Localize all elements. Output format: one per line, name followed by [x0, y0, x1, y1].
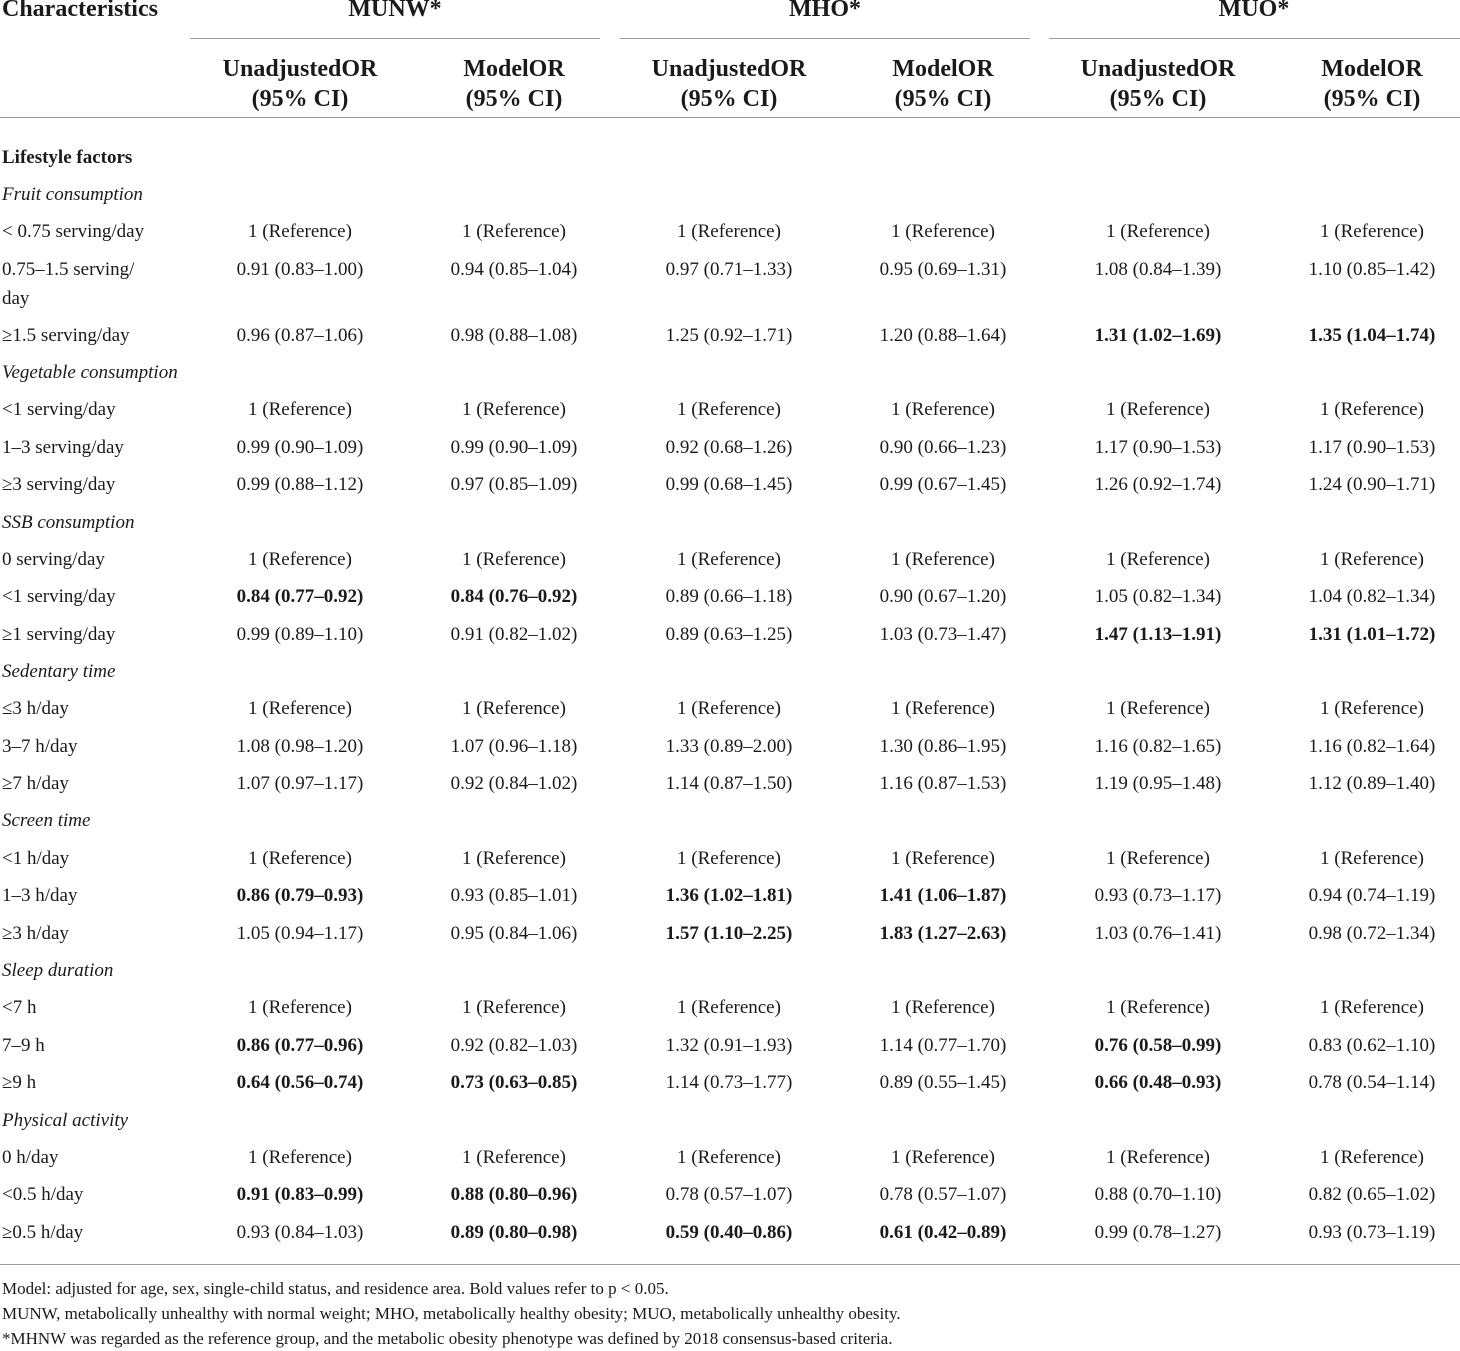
table-cell: 1.20 (0.88–1.64)	[879, 325, 1007, 346]
table-cell: 0.88 (0.80–0.96)	[450, 1184, 578, 1205]
table-cell: 1 (Reference)	[462, 848, 566, 869]
subcolumn-header-line1: UnadjustedOR	[222, 56, 378, 82]
footnote: *MHNW was regarded as the reference group, and the metabolic obesity phenotype was defined by 2018 consensus-based criteria.	[2, 1329, 893, 1348]
table-cell: 1 (Reference)	[677, 1147, 781, 1168]
table-cell: 1 (Reference)	[1106, 997, 1210, 1018]
row-label: Physical activity	[2, 1110, 129, 1131]
table-cell: 1.25 (0.92–1.71)	[665, 325, 793, 346]
table-cell: 1.19 (0.95–1.48)	[1094, 773, 1222, 794]
row-label: SSB consumption	[2, 512, 135, 533]
table-cell: 1.08 (0.84–1.39)	[1094, 259, 1222, 280]
table-cell: 1.03 (0.73–1.47)	[879, 624, 1007, 645]
table-cell: 1.10 (0.85–1.42)	[1308, 259, 1436, 280]
group-header-mho: MHO*	[789, 0, 861, 22]
table-cell: 1.14 (0.77–1.70)	[879, 1035, 1007, 1056]
table-cell: 1 (Reference)	[891, 1147, 995, 1168]
table-cell: 1.14 (0.73–1.77)	[665, 1072, 793, 1093]
table-cell: 1 (Reference)	[248, 997, 352, 1018]
table-cell: 1.31 (1.02–1.69)	[1094, 325, 1222, 346]
table-cell: 0.91 (0.83–0.99)	[236, 1184, 364, 1205]
table-cell: 0.90 (0.66–1.23)	[879, 437, 1007, 458]
row-label: <1 serving/day	[2, 586, 116, 607]
table-cell: 0.92 (0.68–1.26)	[665, 437, 793, 458]
row-label-continued: day	[2, 288, 30, 309]
table-cell: 0.99 (0.90–1.09)	[450, 437, 578, 458]
row-label: 0.75–1.5 serving/	[2, 259, 135, 280]
table-cell: 0.98 (0.88–1.08)	[450, 325, 578, 346]
subcolumn-header-line1: UnadjustedOR	[1080, 56, 1236, 82]
table-cell: 1 (Reference)	[462, 221, 566, 242]
header-rule	[0, 117, 1460, 118]
table-cell: 1.33 (0.89–2.00)	[665, 736, 793, 757]
row-label: ≥3 serving/day	[2, 474, 116, 495]
table-cell: 1 (Reference)	[891, 549, 995, 570]
table-cell: 1 (Reference)	[1320, 221, 1424, 242]
table-cell: 1 (Reference)	[248, 221, 352, 242]
row-label: Vegetable consumption	[2, 362, 178, 383]
table-cell: 1.35 (1.04–1.74)	[1308, 325, 1436, 346]
table-cell: 1 (Reference)	[248, 549, 352, 570]
table-cell: 0.89 (0.63–1.25)	[665, 624, 793, 645]
subcolumn-header-line2: (95% CI)	[1323, 86, 1421, 112]
subcolumn-header-line2: (95% CI)	[680, 86, 778, 112]
table-cell: 1 (Reference)	[462, 997, 566, 1018]
table-cell: 1.16 (0.87–1.53)	[879, 773, 1007, 794]
table-cell: 1.05 (0.82–1.34)	[1094, 586, 1222, 607]
subcolumn-header	[394, 54, 634, 114]
table-cell: 1.05 (0.94–1.17)	[236, 923, 364, 944]
group-rule-mho	[620, 38, 1030, 39]
row-label: ≥1 serving/day	[2, 624, 116, 645]
table-cell: 0.83 (0.62–1.10)	[1308, 1035, 1436, 1056]
table-cell: 0.94 (0.74–1.19)	[1308, 885, 1436, 906]
row-label: <7 h	[2, 997, 37, 1018]
table-cell: 1 (Reference)	[462, 698, 566, 719]
table-cell: 0.78 (0.57–1.07)	[665, 1184, 793, 1205]
subcolumn-header	[1038, 54, 1278, 114]
group-header-muo: MUO*	[1218, 0, 1290, 22]
table-cell: 0.99 (0.89–1.10)	[236, 624, 364, 645]
table-cell: 0.91 (0.83–1.00)	[236, 259, 364, 280]
subcolumn-header-line2: (95% CI)	[465, 86, 563, 112]
row-label: 7–9 h	[2, 1035, 45, 1056]
table-cell: 1 (Reference)	[1106, 1147, 1210, 1168]
table-cell: 1 (Reference)	[1320, 848, 1424, 869]
table-cell: 0.89 (0.55–1.45)	[879, 1072, 1007, 1093]
footer-rule	[0, 1264, 1460, 1265]
row-label: ≤3 h/day	[2, 698, 69, 719]
row-label: 1–3 h/day	[2, 885, 78, 906]
row-label: 0 serving/day	[2, 549, 105, 570]
group-rule-muo	[1049, 38, 1460, 39]
row-label: ≥1.5 serving/day	[2, 325, 130, 346]
table-cell: 0.90 (0.67–1.20)	[879, 586, 1007, 607]
table-cell: 1 (Reference)	[1320, 997, 1424, 1018]
table-cell: 1.30 (0.86–1.95)	[879, 736, 1007, 757]
table-cell: 1 (Reference)	[891, 997, 995, 1018]
table-cell: 0.84 (0.76–0.92)	[450, 586, 578, 607]
table-cell: 0.95 (0.69–1.31)	[879, 259, 1007, 280]
subcolumn-header-line2: (95% CI)	[894, 86, 992, 112]
row-label: <0.5 h/day	[2, 1184, 84, 1205]
table-cell: 1.32 (0.91–1.93)	[665, 1035, 793, 1056]
row-label: Fruit consumption	[2, 184, 143, 205]
table-cell: 0.84 (0.77–0.92)	[236, 586, 364, 607]
footnote: Model: adjusted for age, sex, single-child status, and residence area. Bold values refer to p < 0.05.	[2, 1279, 669, 1298]
subcolumn-header-line2: (95% CI)	[251, 86, 349, 112]
footnote: MUNW, metabolically unhealthy with normal weight; MHO, metabolically healthy obesity; MUO, metabolically unhealthy obesity.	[2, 1304, 901, 1323]
table-cell: 1.17 (0.90–1.53)	[1308, 437, 1436, 458]
table-cell: 1.16 (0.82–1.64)	[1308, 736, 1436, 757]
table-cell: 1 (Reference)	[1320, 698, 1424, 719]
subcolumn-header	[180, 54, 420, 114]
table-cell: 0.97 (0.85–1.09)	[450, 474, 578, 495]
row-label: ≥9 h	[2, 1072, 37, 1093]
table-cell: 0.94 (0.85–1.04)	[450, 259, 578, 280]
table-cell: 0.93 (0.73–1.19)	[1308, 1222, 1436, 1243]
table-cell: 1.04 (0.82–1.34)	[1308, 586, 1436, 607]
table-cell: 1.07 (0.97–1.17)	[236, 773, 364, 794]
table-cell: 1 (Reference)	[891, 698, 995, 719]
table-cell: 1 (Reference)	[1106, 399, 1210, 420]
table-cell: 0.92 (0.82–1.03)	[450, 1035, 578, 1056]
row-label: Sleep duration	[2, 960, 114, 981]
table-cell: 1 (Reference)	[462, 399, 566, 420]
row-label: ≥0.5 h/day	[2, 1222, 84, 1243]
table-cell: 0.92 (0.84–1.02)	[450, 773, 578, 794]
table-cell: 0.64 (0.56–0.74)	[236, 1072, 364, 1093]
table-cell: 1 (Reference)	[677, 997, 781, 1018]
table-cell: 0.88 (0.70–1.10)	[1094, 1184, 1222, 1205]
table-cell: 1.57 (1.10–2.25)	[665, 923, 793, 944]
table-cell: 1 (Reference)	[462, 549, 566, 570]
table-cell: 1 (Reference)	[677, 399, 781, 420]
table-cell: 1.08 (0.98–1.20)	[236, 736, 364, 757]
table-cell: 0.78 (0.57–1.07)	[879, 1184, 1007, 1205]
table-cell: 0.97 (0.71–1.33)	[665, 259, 793, 280]
table-cell: 0.99 (0.88–1.12)	[236, 474, 364, 495]
row-label: Sedentary time	[2, 661, 116, 682]
table-cell: 0.78 (0.54–1.14)	[1308, 1072, 1436, 1093]
table-cell: 1 (Reference)	[462, 1147, 566, 1168]
table-cell: 0.99 (0.78–1.27)	[1094, 1222, 1222, 1243]
subcolumn-header-line1: UnadjustedOR	[651, 56, 807, 82]
table-cell: 1 (Reference)	[248, 1147, 352, 1168]
table-cell: 1 (Reference)	[1320, 399, 1424, 420]
table-cell: 1 (Reference)	[677, 848, 781, 869]
table-cell: 1.41 (1.06–1.87)	[879, 885, 1007, 906]
table-cell: 1.07 (0.96–1.18)	[450, 736, 578, 757]
characteristics-header: Characteristics	[2, 0, 158, 22]
table-cell: 1 (Reference)	[1320, 1147, 1424, 1168]
group-header-munw: MUNW*	[348, 0, 442, 22]
row-label: <1 h/day	[2, 848, 70, 869]
table-cell: 1.16 (0.82–1.65)	[1094, 736, 1222, 757]
table-cell: 0.82 (0.65–1.02)	[1308, 1184, 1436, 1205]
group-rule-munw	[190, 38, 600, 39]
table-cell: 0.96 (0.87–1.06)	[236, 325, 364, 346]
row-label: Screen time	[2, 810, 91, 831]
row-label: ≥7 h/day	[2, 773, 69, 794]
table-cell: 1 (Reference)	[1106, 221, 1210, 242]
subcolumn-header	[609, 54, 849, 114]
table-cell: 1 (Reference)	[677, 221, 781, 242]
table-cell: 1 (Reference)	[248, 399, 352, 420]
table-cell: 0.99 (0.67–1.45)	[879, 474, 1007, 495]
table-cell: 0.61 (0.42–0.89)	[879, 1222, 1007, 1243]
table-cell: 1.26 (0.92–1.74)	[1094, 474, 1222, 495]
table-cell: 1 (Reference)	[891, 399, 995, 420]
subcolumn-header	[823, 54, 1063, 114]
row-label: 3–7 h/day	[2, 736, 78, 757]
table-cell: 0.66 (0.48–0.93)	[1094, 1072, 1222, 1093]
row-label: <1 serving/day	[2, 399, 116, 420]
table-cell: 1 (Reference)	[1106, 698, 1210, 719]
table-cell: 0.89 (0.66–1.18)	[665, 586, 793, 607]
table-cell: 0.91 (0.82–1.02)	[450, 624, 578, 645]
table-cell: 0.89 (0.80–0.98)	[450, 1222, 578, 1243]
table-cell: 1.24 (0.90–1.71)	[1308, 474, 1436, 495]
row-label: 1–3 serving/day	[2, 437, 124, 458]
table-cell: 0.93 (0.84–1.03)	[236, 1222, 364, 1243]
row-label: 0 h/day	[2, 1147, 59, 1168]
row-label: < 0.75 serving/day	[2, 221, 145, 242]
table-cell: 1.17 (0.90–1.53)	[1094, 437, 1222, 458]
table-cell: 0.59 (0.40–0.86)	[665, 1222, 793, 1243]
table-cell: 0.93 (0.73–1.17)	[1094, 885, 1222, 906]
table-cell: 1.14 (0.87–1.50)	[665, 773, 793, 794]
table-cell: 1.31 (1.01–1.72)	[1308, 624, 1436, 645]
table-header-groups	[0, 0, 1460, 40]
table-cell: 0.99 (0.68–1.45)	[665, 474, 793, 495]
table-cell: 1.36 (1.02–1.81)	[665, 885, 793, 906]
table-cell: 1 (Reference)	[891, 221, 995, 242]
table-cell: 1.83 (1.27–2.63)	[879, 923, 1007, 944]
table-cell: 0.76 (0.58–0.99)	[1094, 1035, 1222, 1056]
table-cell: 0.98 (0.72–1.34)	[1308, 923, 1436, 944]
subcolumn-header-line1: ModelOR	[463, 56, 565, 82]
table-cell: 1.12 (0.89–1.40)	[1308, 773, 1436, 794]
table-cell: 0.95 (0.84–1.06)	[450, 923, 578, 944]
table-cell: 0.73 (0.63–0.85)	[450, 1072, 578, 1093]
subcolumn-header-line2: (95% CI)	[1109, 86, 1207, 112]
table-cell: 0.93 (0.85–1.01)	[450, 885, 578, 906]
subcolumn-header-line1: ModelOR	[1321, 56, 1423, 82]
table-cell: 1.47 (1.13–1.91)	[1094, 624, 1222, 645]
table-cell: 1 (Reference)	[1106, 549, 1210, 570]
table-cell: 1 (Reference)	[1320, 549, 1424, 570]
row-label: ≥3 h/day	[2, 923, 69, 944]
table-cell: 1.03 (0.76–1.41)	[1094, 923, 1222, 944]
subcolumn-header-line1: ModelOR	[892, 56, 994, 82]
table-cell: 1 (Reference)	[677, 698, 781, 719]
table-cell: 1 (Reference)	[677, 549, 781, 570]
table-cell: 1 (Reference)	[248, 698, 352, 719]
table-cell: 1 (Reference)	[891, 848, 995, 869]
table-cell: 1 (Reference)	[248, 848, 352, 869]
row-label: Lifestyle factors	[2, 147, 133, 168]
table-cell: 0.86 (0.77–0.96)	[236, 1035, 364, 1056]
table-cell: 1 (Reference)	[1106, 848, 1210, 869]
table-cell: 0.99 (0.90–1.09)	[236, 437, 364, 458]
table-cell: 0.86 (0.79–0.93)	[236, 885, 364, 906]
subcolumn-header	[1252, 54, 1460, 114]
